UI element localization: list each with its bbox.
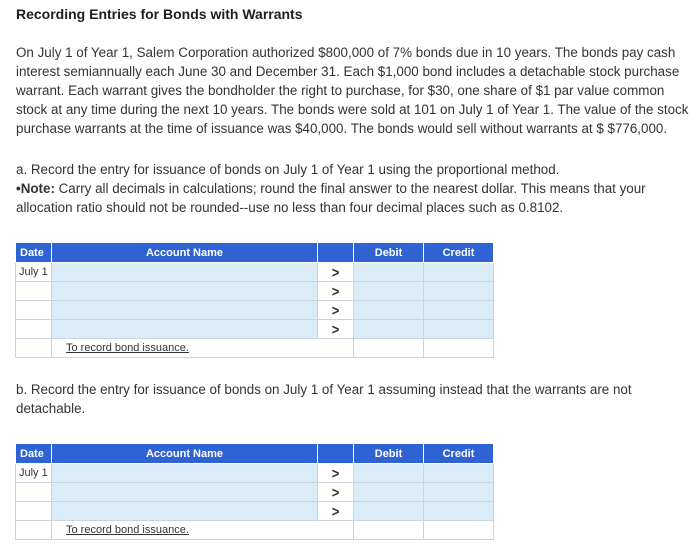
chevron-right-icon: > — [331, 263, 340, 281]
credit-input[interactable] — [424, 502, 494, 521]
account-dropdown-toggle[interactable] — [318, 282, 354, 301]
debit-input[interactable] — [354, 483, 424, 502]
chevron-right-icon: > — [331, 483, 340, 501]
memo-row — [16, 339, 494, 358]
account-dropdown-toggle[interactable] — [318, 483, 354, 502]
account-name-input[interactable] — [52, 502, 318, 521]
note-label: •Note: — [16, 181, 55, 196]
table-row — [16, 502, 494, 521]
account-name-input[interactable] — [52, 483, 318, 502]
page-title: Recording Entries for Bonds with Warrants — [16, 6, 303, 22]
table-row — [16, 263, 494, 282]
debit-input[interactable] — [354, 464, 424, 483]
header-date: Date — [16, 444, 52, 464]
credit-input[interactable] — [424, 301, 494, 320]
credit-input[interactable] — [424, 464, 494, 483]
date-cell — [16, 521, 52, 540]
credit-input[interactable] — [424, 320, 494, 339]
account-dropdown-toggle[interactable] — [318, 263, 354, 282]
date-cell — [16, 339, 52, 358]
account-name-input[interactable] — [52, 320, 318, 339]
account-dropdown-toggle[interactable] — [318, 502, 354, 521]
part-a-instruction: a. Record the entry for issuance of bonds on July 1 of Year 1 using the proportional method. — [16, 162, 560, 177]
date-cell — [16, 301, 52, 320]
account-name-input[interactable] — [52, 464, 318, 483]
date-cell — [16, 502, 52, 521]
header-date: Date — [16, 243, 52, 263]
account-dropdown-toggle[interactable] — [318, 320, 354, 339]
account-dropdown-toggle[interactable] — [318, 301, 354, 320]
account-name-input[interactable] — [52, 282, 318, 301]
chevron-right-icon: > — [331, 320, 340, 338]
debit-input[interactable] — [354, 301, 424, 320]
header-credit: Credit — [424, 444, 494, 464]
table-row — [16, 301, 494, 320]
debit-input[interactable] — [354, 263, 424, 282]
date-cell — [16, 282, 52, 301]
note-text: Carry all decimals in calculations; round the final answer to the nearest dollar. This means that your allocation ratio should not be rounded--use no less than four decimal places such as 0.8102. — [16, 181, 646, 215]
header-account-name: Account Name — [52, 444, 318, 464]
table-row — [16, 320, 494, 339]
date-cell: July 1 — [16, 263, 52, 282]
part-b-instruction: b. Record the entry for issuance of bonds on July 1 of Year 1 assuming instead that the warrants are not detachable. — [16, 382, 632, 416]
memo-row — [16, 521, 494, 540]
debit-total-cell — [354, 339, 424, 358]
debit-input[interactable] — [354, 320, 424, 339]
header-debit: Debit — [354, 444, 424, 464]
chevron-right-icon: > — [331, 282, 340, 300]
part-a-instructions — [16, 160, 686, 217]
journal-table-a — [15, 242, 494, 358]
problem-description: On July 1 of Year 1, Salem Corporation authorized $800,000 of 7% bonds due in 10 years. The bonds pay cash interest semiannually each June 30 and December 31. Each $1,000 bond includes a detachable stock purchase warrant. Each warrant gives the bondholder the right to purchase, for $30, one share of $1 par value common stock at any time during the next 10 years. The bonds were sold at 101 on July 1 of Year 1. The value of the stock purchase warrants at the time of issuance was $40,000. The bonds would sell without warrants at $ $776,000. — [16, 45, 689, 136]
table-row — [16, 282, 494, 301]
chevron-right-icon: > — [331, 301, 340, 319]
header-credit: Credit — [424, 243, 494, 263]
date-cell — [16, 320, 52, 339]
memo-cell — [52, 521, 354, 540]
table-header-row — [16, 444, 494, 464]
memo-cell — [52, 339, 354, 358]
date-cell — [16, 483, 52, 502]
memo-text: To record bond issuance. — [66, 524, 189, 536]
credit-total-cell — [424, 521, 494, 540]
credit-input[interactable] — [424, 263, 494, 282]
memo-text: To record bond issuance. — [66, 342, 189, 354]
header-select-spacer — [318, 444, 354, 464]
chevron-right-icon: > — [331, 502, 340, 520]
chevron-right-icon: > — [331, 464, 340, 482]
table-row — [16, 464, 494, 483]
header-select-spacer — [318, 243, 354, 263]
table-row — [16, 483, 494, 502]
header-account-name: Account Name — [52, 243, 318, 263]
journal-table-b — [15, 443, 494, 540]
account-name-input[interactable] — [52, 263, 318, 282]
debit-input[interactable] — [354, 502, 424, 521]
table-header-row — [16, 243, 494, 263]
account-dropdown-toggle[interactable] — [318, 464, 354, 483]
header-debit: Debit — [354, 243, 424, 263]
debit-input[interactable] — [354, 282, 424, 301]
credit-input[interactable] — [424, 483, 494, 502]
debit-total-cell — [354, 521, 424, 540]
account-name-input[interactable] — [52, 301, 318, 320]
date-cell: July 1 — [16, 464, 52, 483]
credit-total-cell — [424, 339, 494, 358]
credit-input[interactable] — [424, 282, 494, 301]
